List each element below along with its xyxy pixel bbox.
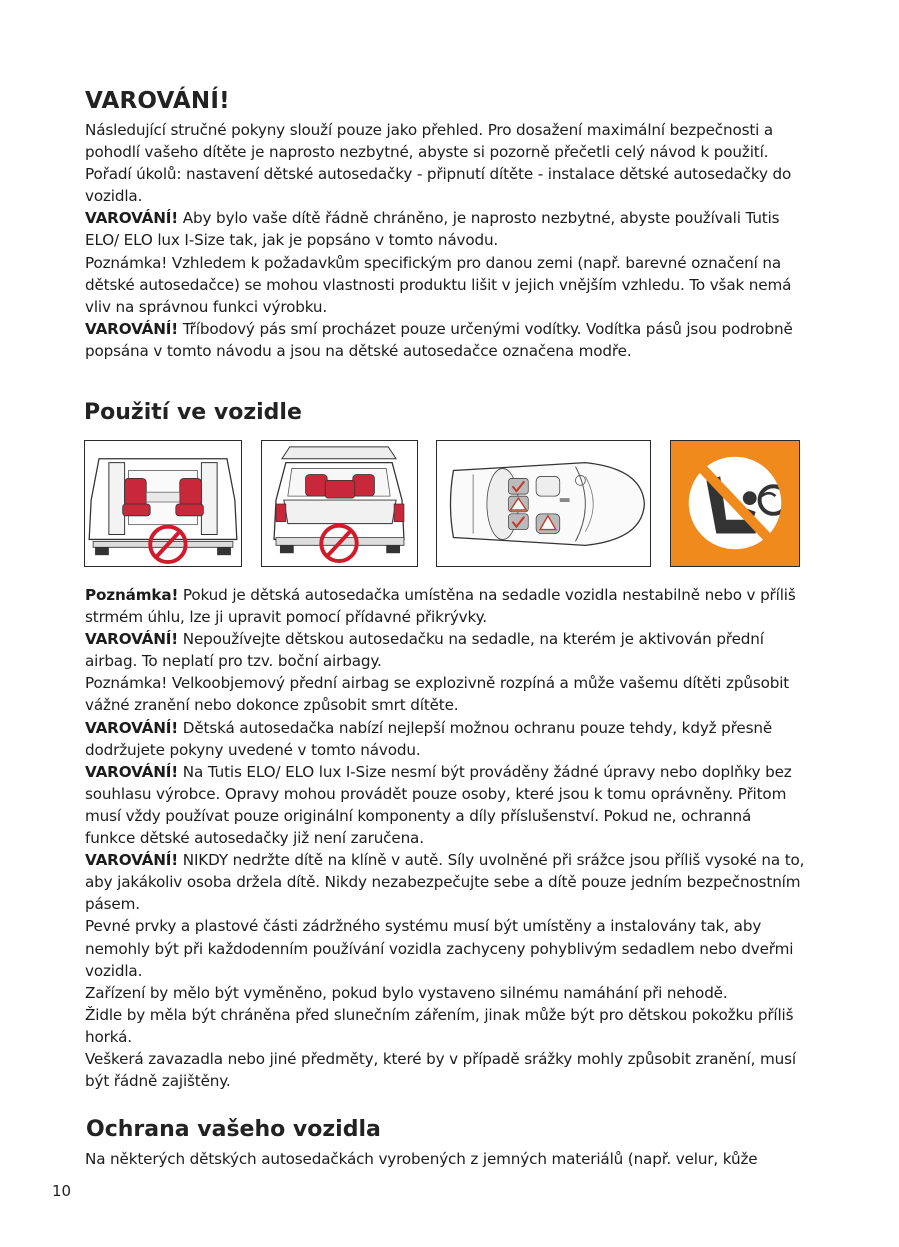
usage-text (85, 584, 805, 1092)
usage-paragraph (85, 849, 805, 915)
usage-paragraph (85, 584, 805, 628)
paragraph-body: Pokud je dětská autosedačka umístěna na sedadle vozidla nestabilně nebo v příliš strmém úhlu, lze ji upravit pomocí přídavné přikrývky. (85, 586, 796, 627)
section-usage-title: Použití ve vozidle (84, 400, 302, 425)
paragraph-body: NIKDY nedržte dítě na klíně v autě. Síly uvolněné při srážce jsou příliš vysoké na to, aby jakákoliv osoba držela dítě. Nikdy nezabezpečujte sebe a dítě pouze jedním bezpečnostním pásem. (85, 851, 805, 914)
paragraph-body: Následující stručné pokyny slouží pouze jako přehled. Pro dosažení maximální bezpečnosti a pohodlí vašeho dítěte je naprosto nezbytné, abyste si pozorně přečetli celý návod k použití. (85, 121, 774, 162)
usage-paragraph (85, 1048, 805, 1092)
intro-paragraph (85, 318, 805, 362)
page-number: 10 (52, 1182, 72, 1200)
figure-rear-seats-forbidden (84, 440, 242, 567)
paragraph-body: Na Tutis ELO/ ELO lux I-Size nesmí být prováděny žádné úpravy nebo doplňky bez souhlasu výrobce. Opravy mohou provádět pouze osoby, které jsou k tomu oprávněny. Přitom musí vždy používat pouze originální komponenty a díly příslušenství. Pokud ne, ochranná funkce dětské autosedačky již není zaručena. (85, 762, 792, 848)
paragraph-label: VAROVÁNÍ! (85, 762, 179, 781)
intro-paragraph (85, 119, 805, 163)
paragraph-label: VAROVÁNÍ! (85, 851, 179, 870)
usage-paragraph (85, 717, 805, 761)
paragraph-body: Zařízení by mělo být vyměněno, pokud bylo vystaveno silnému namáhání při nehodě. (85, 983, 728, 1002)
usage-paragraph (85, 761, 805, 849)
intro-paragraph (85, 163, 805, 207)
paragraph-body: Tříbodový pás smí procházet pouze určenými vodítky. Vodítka pásů jsou podrobně popsána v tomto návodu a jsou na dětské autosedačce označena modře. (85, 319, 793, 360)
airbag-prohibited-icon (671, 441, 799, 566)
figure-airbag-forbidden (670, 440, 800, 567)
paragraph-body: Nepoužívejte dětskou autosedačku na sedadle, na kterém je aktivován přední airbag. To neplatí pro tzv. boční airbagy. (85, 630, 764, 671)
car-top-view-icon (437, 441, 650, 566)
section-protect-title: Ochrana vašeho vozidla (86, 1117, 381, 1142)
intro-paragraph (85, 207, 805, 251)
figure-trunk-forbidden (261, 440, 418, 567)
paragraph-body: Poznámka! Vzhledem k požadavkům specifickým pro danou zemi (např. barevné označení na dětské autosedačce) se mohou vlastnosti produktu lišit v jejich vnějším vzhledu. To však nemá vliv na správnou funkci výrobku. (85, 253, 792, 316)
usage-paragraph (85, 672, 805, 716)
paragraph-body: Veškerá zavazadla nebo jiné předměty, které by v případě srážky mohly způsobit zranění, musí být řádně zajištěny. (85, 1049, 796, 1091)
intro-text (85, 119, 805, 362)
figure-top-view-allowed (436, 440, 651, 567)
paragraph-label: Poznámka! (85, 586, 179, 604)
paragraph-body: Poznámka! Velkoobjemový přední airbag se explozivně rozpíná a může vašemu dítěti způsobit vážné zranění nebo dokonce způsobit smrt dítěte. (85, 674, 790, 715)
usage-paragraph (85, 1004, 805, 1048)
usage-paragraph (85, 628, 805, 672)
paragraph-body: Pevné prvky a plastové části zádržného systému musí být umístěny a instalovány tak, aby nemohly být při každodenním používání vozidla zachyceny pohyblivým sedadlem nebo dveřmi vozidla. (85, 917, 794, 980)
usage-paragraph (85, 982, 805, 1004)
paragraph-body: Pořadí úkolů: nastavení dětské autosedačky - připnutí dítěte - instalace dětské autosedačky do vozidla. (85, 165, 792, 206)
paragraph-label: VAROVÁNÍ! (85, 718, 179, 737)
protect-paragraph: Na některých dětských autosedačkách vyrobených z jemných materiálů (např. velur, kůže (85, 1150, 758, 1168)
intro-paragraph (85, 252, 805, 318)
paragraph-body: Židle by měla být chráněna před slunečním zářením, jinak může být pro dětskou pokožku příliš horká. (85, 1005, 794, 1046)
paragraph-label: VAROVÁNÍ! (85, 630, 179, 649)
paragraph-label: VAROVÁNÍ! (85, 319, 179, 338)
paragraph-body: Dětská autosedačka nabízí nejlepší možnou ochranu pouze tehdy, když přesně dodržujete pokyny uvedené v tomto návodu. (85, 718, 773, 759)
warning-heading: VAROVÁNÍ! (85, 88, 230, 114)
protect-text (85, 1148, 825, 1170)
paragraph-label: VAROVÁNÍ! (85, 209, 179, 228)
usage-paragraph (85, 915, 805, 981)
car-trunk-icon (262, 441, 417, 566)
paragraph-body: Aby bylo vaše dítě řádně chráněno, je naprosto nezbytné, abyste používali Tutis ELO/ ELO lux I-Size tak, jak je popsáno v tomto návodu. (85, 209, 780, 250)
car-rear-seats-icon (85, 441, 241, 566)
